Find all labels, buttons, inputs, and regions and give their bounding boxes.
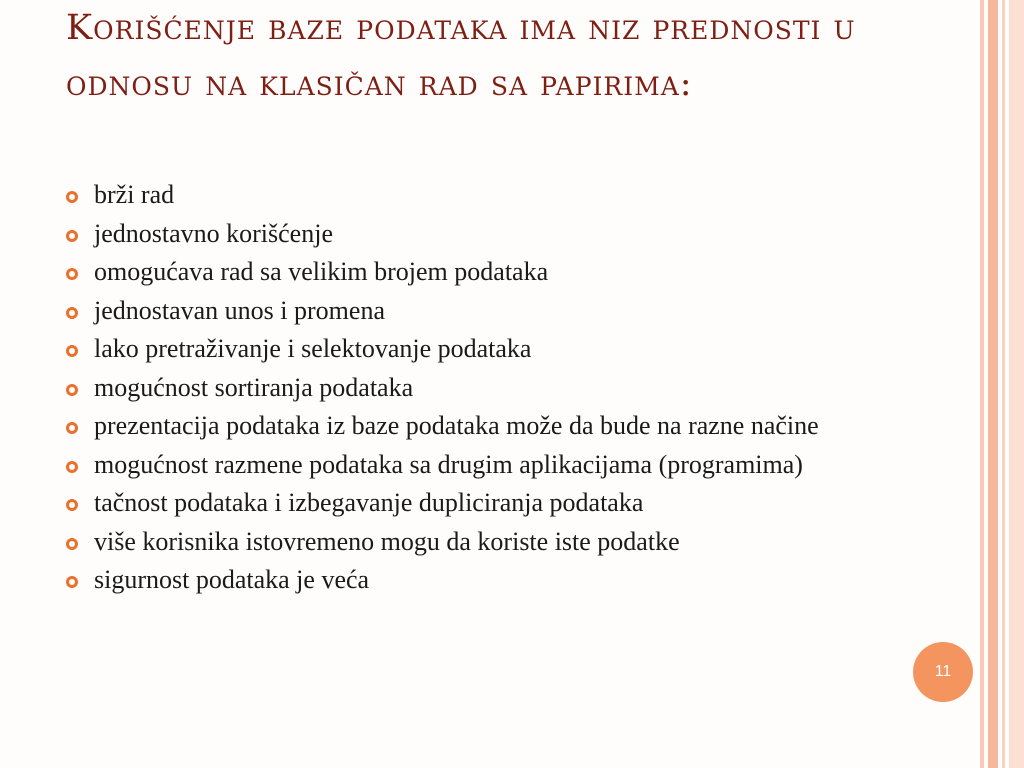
bullet-text: sigurnost podataka je veća <box>94 565 370 594</box>
bullet-item <box>66 219 886 249</box>
circle-bullet-icon <box>66 191 78 203</box>
slide-title: Korišćenje baze podataka ima niz prednosti u odnosu na klasičan rad sa papirima: <box>66 8 856 104</box>
circle-bullet-icon <box>66 499 78 511</box>
bullet-list <box>66 180 886 604</box>
bullet-text: omogućava rad sa velikim brojem podataka <box>94 257 549 286</box>
decorative-stripe <box>988 0 998 768</box>
bullet-text: više korisnika istovremeno mogu da koriste iste podatke <box>94 526 680 556</box>
bullet-text: mogućnost sortiranja podataka <box>94 372 414 402</box>
circle-bullet-icon <box>66 538 78 550</box>
decorative-stripe <box>1009 0 1024 768</box>
page-number: 11 <box>934 663 952 680</box>
bullet-text: tačnost podataka i izbegavanje dupliciranja podataka <box>94 488 644 517</box>
bullet-text: mogućnost razmene podataka sa drugim aplikacijama (programima) <box>94 449 803 479</box>
bullet-item <box>66 257 886 287</box>
bullet-item <box>66 450 886 480</box>
bullet-item <box>66 527 886 557</box>
circle-bullet-icon <box>66 268 78 280</box>
page-number-badge <box>913 642 973 702</box>
circle-bullet-icon <box>66 384 78 396</box>
circle-bullet-icon <box>66 345 78 357</box>
bullet-item <box>66 565 886 595</box>
circle-bullet-icon <box>66 461 78 473</box>
bullet-text: jednostavan unos i promena <box>94 295 385 325</box>
bullet-text: lako pretraživanje i selektovanje podataka <box>94 334 532 363</box>
circle-bullet-icon <box>66 576 78 588</box>
bullet-item <box>66 296 886 326</box>
bullet-item <box>66 180 886 210</box>
circle-bullet-icon <box>66 422 78 434</box>
bullet-item <box>66 373 886 403</box>
circle-bullet-icon <box>66 307 78 319</box>
circle-bullet-icon <box>66 230 78 242</box>
bullet-text: prezentacija podataka iz baze podataka može da bude na razne načine <box>94 411 819 440</box>
bullet-item <box>66 334 886 364</box>
bullet-item <box>66 411 886 441</box>
decorative-stripe <box>1002 0 1005 768</box>
bullet-item <box>66 488 886 518</box>
bullet-text: brži rad <box>94 180 175 209</box>
bullet-text: jednostavno korišćenje <box>94 218 333 248</box>
decorative-stripe <box>980 0 984 768</box>
